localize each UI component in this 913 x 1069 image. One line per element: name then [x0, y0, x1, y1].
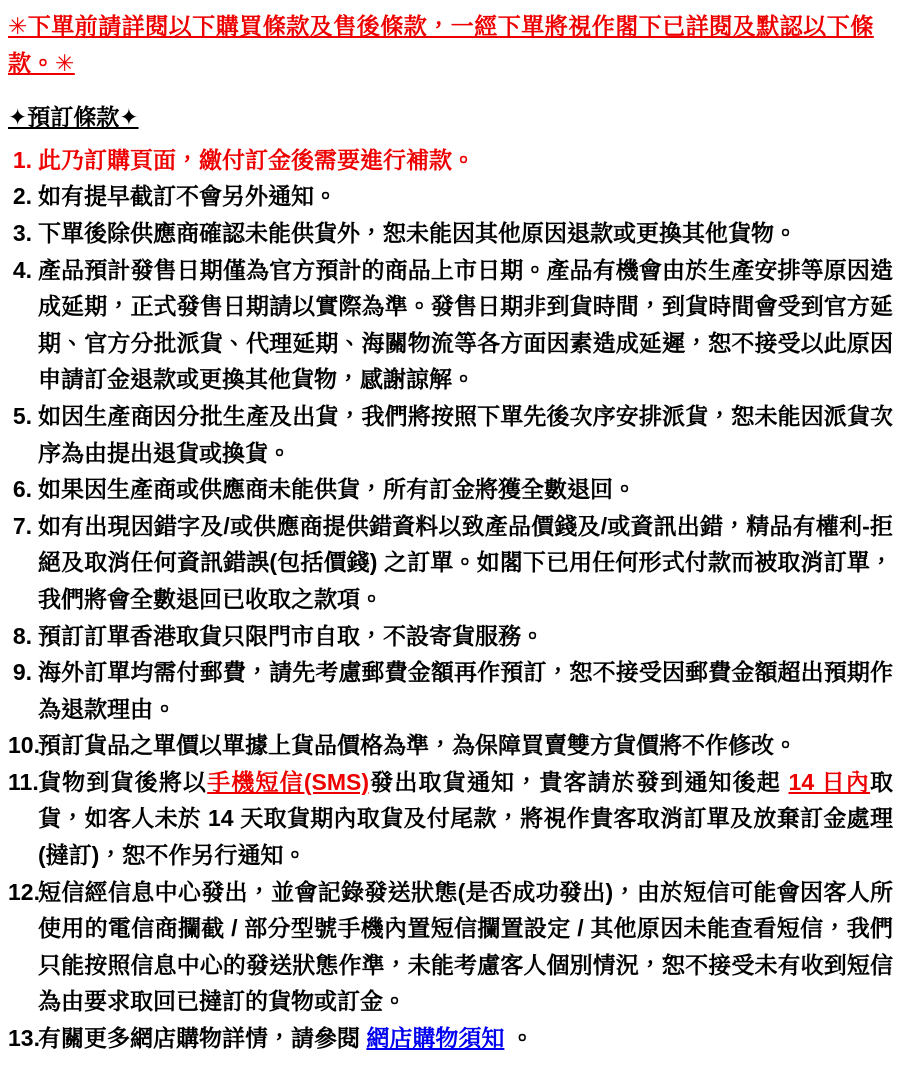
term-number: 11.	[8, 768, 39, 795]
term-number: 3.	[12, 219, 32, 246]
term-text	[38, 769, 893, 868]
term-segment: 預訂貨品之單價以單據上貨品價格為準，為保障買賣雙方貨價將不作修改。	[38, 732, 797, 759]
term-segment: 如因生產商因分批生產及出貨，我們將按照下單先後次序安排派貨，恕未能因派貨次序為由提出退貨或換貨。	[38, 402, 893, 466]
term-number: 10.	[8, 732, 40, 759]
term-number: 1.	[12, 146, 32, 173]
term-item-11	[8, 764, 893, 874]
term-segment: 如有出現因錯字及/或供應商提供錯資料以致產品價錢及/或資訊出錯，精品有權利-拒絕及取消任何資訊錯誤(包括價錢) 之訂單。如閣下已用任何形式付款而被取消訂單，我們將會全數退回已收取之款項。	[38, 512, 893, 612]
term-number: 2.	[12, 183, 32, 210]
sms-notice-highlight: 手機短信(SMS)	[207, 768, 369, 795]
term-item-7	[8, 508, 893, 618]
term-item-8	[8, 618, 893, 655]
term-number: 8.	[12, 622, 32, 649]
shop-guide-link[interactable]: 網店購物須知	[366, 1025, 505, 1052]
term-text	[38, 476, 636, 502]
term-item-3	[8, 215, 893, 252]
term-segment: 短信經信息中心發出，並會記錄發送狀態(是否成功發出)，由於短信可能會因客人所使用的電信商攔截 / 部分型號手機內置短信攔置設定 / 其他原因未能查看短信，我們只能按照信息中心的發送狀態作準，未能考慮客人個別情況，恕不接受未有收到短信為由要求取回已撻訂的貨物或訂金。	[38, 878, 893, 1015]
term-item-9	[8, 654, 893, 727]
term-segment: 發出取貨通知，貴客請於發到通知後起	[369, 768, 789, 795]
term-segment: 貨物到貨後將以	[38, 768, 208, 795]
term-text	[38, 623, 544, 649]
term-text	[38, 257, 893, 393]
term-number: 13.	[8, 1025, 40, 1052]
pre-order-warning-header: ✳下單前請詳閱以下購買條款及售後條款，一經下單將視作閣下已詳閱及默認以下條款。✳	[8, 13, 874, 76]
term-segment: 下單後除供應商確認未能供貨外，恕未能因其他原因退款或更換其他貨物。	[38, 219, 797, 246]
term-item-10	[8, 727, 893, 764]
term-number: 12.	[8, 878, 40, 905]
term-text	[38, 513, 893, 612]
term-item-12	[8, 874, 893, 1020]
term-text	[38, 732, 797, 758]
term-segment: 海外訂單均需付郵費，請先考慮郵費金額再作預訂，恕不接受因郵費金額超出預期作為退款理由。	[38, 659, 893, 722]
term-number: 9.	[12, 659, 32, 686]
term-number: 5.	[12, 402, 32, 429]
term-text	[38, 1025, 534, 1051]
terms-list	[8, 142, 893, 1057]
term-segment: 有關更多網店購物詳情，請參閱	[38, 1025, 367, 1052]
term-segment: 取貨，如客人未於 14 天取貨期內取貨及付尾款，將視作貴客取消訂單及放棄訂金處理(撻訂)，恕不作另行通知。	[38, 768, 894, 869]
term-item-4	[8, 252, 893, 398]
section-title-preorder-terms: ✦預訂條款✦	[8, 104, 139, 131]
term-text	[38, 147, 475, 173]
term-text	[38, 659, 893, 722]
term-segment: 預訂訂單香港取貨只限門市自取，不設寄貨服務。	[38, 622, 544, 649]
term-item-5	[8, 398, 893, 471]
term-text	[38, 879, 893, 1015]
term-item-6	[8, 471, 893, 508]
term-number: 6.	[12, 476, 32, 503]
term-text	[38, 220, 797, 246]
term-segment: 。	[504, 1025, 534, 1052]
term-text	[38, 403, 893, 466]
term-segment: 此乃訂購頁面，繳付訂金後需要進行補款。	[38, 146, 475, 173]
term-segment: 如有提早截訂不會另外通知。	[38, 183, 337, 210]
pickup-deadline-highlight: 14 日內	[788, 768, 871, 795]
term-segment: 如果因生產商或供應商未能供貨，所有訂金將獲全數退回。	[38, 476, 636, 503]
term-item-2	[8, 178, 893, 215]
term-item-13	[8, 1020, 893, 1057]
term-number: 4.	[12, 256, 32, 283]
term-text	[38, 183, 337, 209]
term-segment: 產品預計發售日期僅為官方預計的商品上市日期。產品有機會由於生產安排等原因造成延期，正式發售日期請以實際為準。發售日期非到貨時間，到貨時間會受到官方延期、官方分批派貨、代理延期、海關物流等各方面因素造成延遲，恕不接受以此原因申請訂金退款或更換其他貨物，感謝諒解。	[38, 256, 893, 393]
term-number: 7.	[12, 512, 32, 539]
term-item-1	[8, 142, 893, 179]
